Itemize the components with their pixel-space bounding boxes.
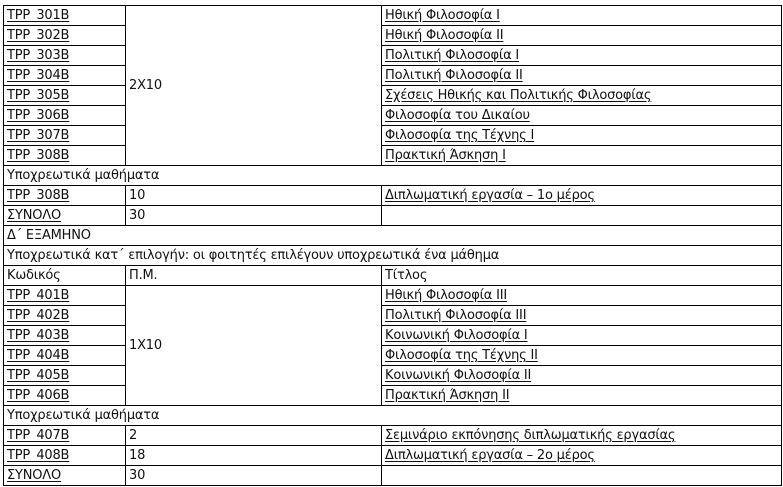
course-title: Κοινωνική Φιλοσοφία Ι	[382, 326, 782, 346]
section-heading-row	[4, 166, 782, 186]
course-title: Σχέσεις Ηθικής και Πολιτικής Φιλοσοφίας	[382, 86, 782, 106]
course-credits: 10	[126, 186, 382, 206]
total-row	[4, 466, 782, 486]
table-row	[4, 66, 782, 86]
course-code: TPP_303B	[4, 46, 126, 66]
course-title: Ηθική Φιλοσοφία Ι	[382, 6, 782, 26]
table-row	[4, 386, 782, 406]
course-title: Διπλωματική εργασία – 1ο μέρος	[382, 186, 782, 206]
column-header-credits: Π.Μ.	[126, 266, 382, 286]
course-title: Πρακτική Άσκηση Ι	[382, 146, 782, 166]
course-code: TPP_405B	[4, 366, 126, 386]
table-row	[4, 106, 782, 126]
course-code: TPP_407B	[4, 426, 126, 446]
course-code: TPP_408B	[4, 446, 126, 466]
course-code: TPP_402B	[4, 306, 126, 326]
total-row	[4, 206, 782, 226]
curriculum-table	[3, 5, 782, 486]
course-code: TPP_302B	[4, 26, 126, 46]
total-value: 30	[126, 206, 382, 226]
course-title: Ηθική Φιλοσοφία ΙΙΙ	[382, 286, 782, 306]
course-title: Φιλοσοφία της Τέχνης Ι	[382, 126, 782, 146]
mandatory-heading: Υποχρεωτικά μαθήματα	[4, 406, 782, 426]
column-header-row	[4, 266, 782, 286]
empty-cell	[382, 206, 782, 226]
table-row	[4, 186, 782, 206]
course-credits: 1Χ10	[126, 286, 382, 406]
table-row	[4, 286, 782, 306]
course-title: Πολιτική Φιλοσοφία ΙΙ	[382, 66, 782, 86]
mandatory-heading: Υποχρεωτικά μαθήματα	[4, 166, 782, 186]
table-row	[4, 126, 782, 146]
table-row	[4, 346, 782, 366]
empty-cell	[382, 466, 782, 486]
course-credits: 2Χ10	[126, 6, 382, 166]
course-title: Φιλοσοφία της Τέχνης ΙΙ	[382, 346, 782, 366]
table-row	[4, 426, 782, 446]
elective-heading: Υποχρεωτικά κατ΄ επιλογήν: οι φοιτητές επιλέγουν υποχρεωτικά ένα μάθημα	[4, 246, 782, 266]
total-value: 30	[126, 466, 382, 486]
course-title: Κοινωνική Φιλοσοφία ΙΙ	[382, 366, 782, 386]
table-row	[4, 326, 782, 346]
table-row	[4, 86, 782, 106]
course-code: TPP_403B	[4, 326, 126, 346]
course-title: Διπλωματική εργασία – 2ο μέρος	[382, 446, 782, 466]
section-heading-row	[4, 406, 782, 426]
course-code: TPP_308B	[4, 186, 126, 206]
course-code: TPP_401B	[4, 286, 126, 306]
course-title: Πρακτική Άσκηση ΙΙ	[382, 386, 782, 406]
course-code: TPP_404B	[4, 346, 126, 366]
table-row	[4, 26, 782, 46]
course-title: Πολιτική Φιλοσοφία Ι	[382, 46, 782, 66]
semester-heading: Δ΄ ΕΞΑΜΗΝΟ	[4, 226, 782, 246]
course-code: TPP_308B	[4, 146, 126, 166]
column-header-title: Τίτλος	[382, 266, 782, 286]
semester-heading-row	[4, 226, 782, 246]
course-credits: 18	[126, 446, 382, 466]
course-title: Πολιτική Φιλοσοφία ΙΙΙ	[382, 306, 782, 326]
table-row	[4, 46, 782, 66]
table-row	[4, 6, 782, 26]
table-row	[4, 366, 782, 386]
course-code: TPP_406B	[4, 386, 126, 406]
course-code: TPP_304B	[4, 66, 126, 86]
table-row	[4, 146, 782, 166]
course-code: TPP_306B	[4, 106, 126, 126]
course-code: TPP_305B	[4, 86, 126, 106]
course-credits: 2	[126, 426, 382, 446]
total-label: ΣΥΝΟΛΟ	[4, 466, 126, 486]
column-header-code: Κωδικός	[4, 266, 126, 286]
course-code: TPP_301B	[4, 6, 126, 26]
course-title: Ηθική Φιλοσοφία ΙΙ	[382, 26, 782, 46]
section-heading-row	[4, 246, 782, 266]
course-code: TPP_307B	[4, 126, 126, 146]
total-label: ΣΥΝΟΛΟ	[4, 206, 126, 226]
course-title: Φιλοσοφία του Δικαίου	[382, 106, 782, 126]
table-row	[4, 446, 782, 466]
table-row	[4, 306, 782, 326]
course-title: Σεμινάριο εκπόνησης διπλωματικής εργασίας	[382, 426, 782, 446]
